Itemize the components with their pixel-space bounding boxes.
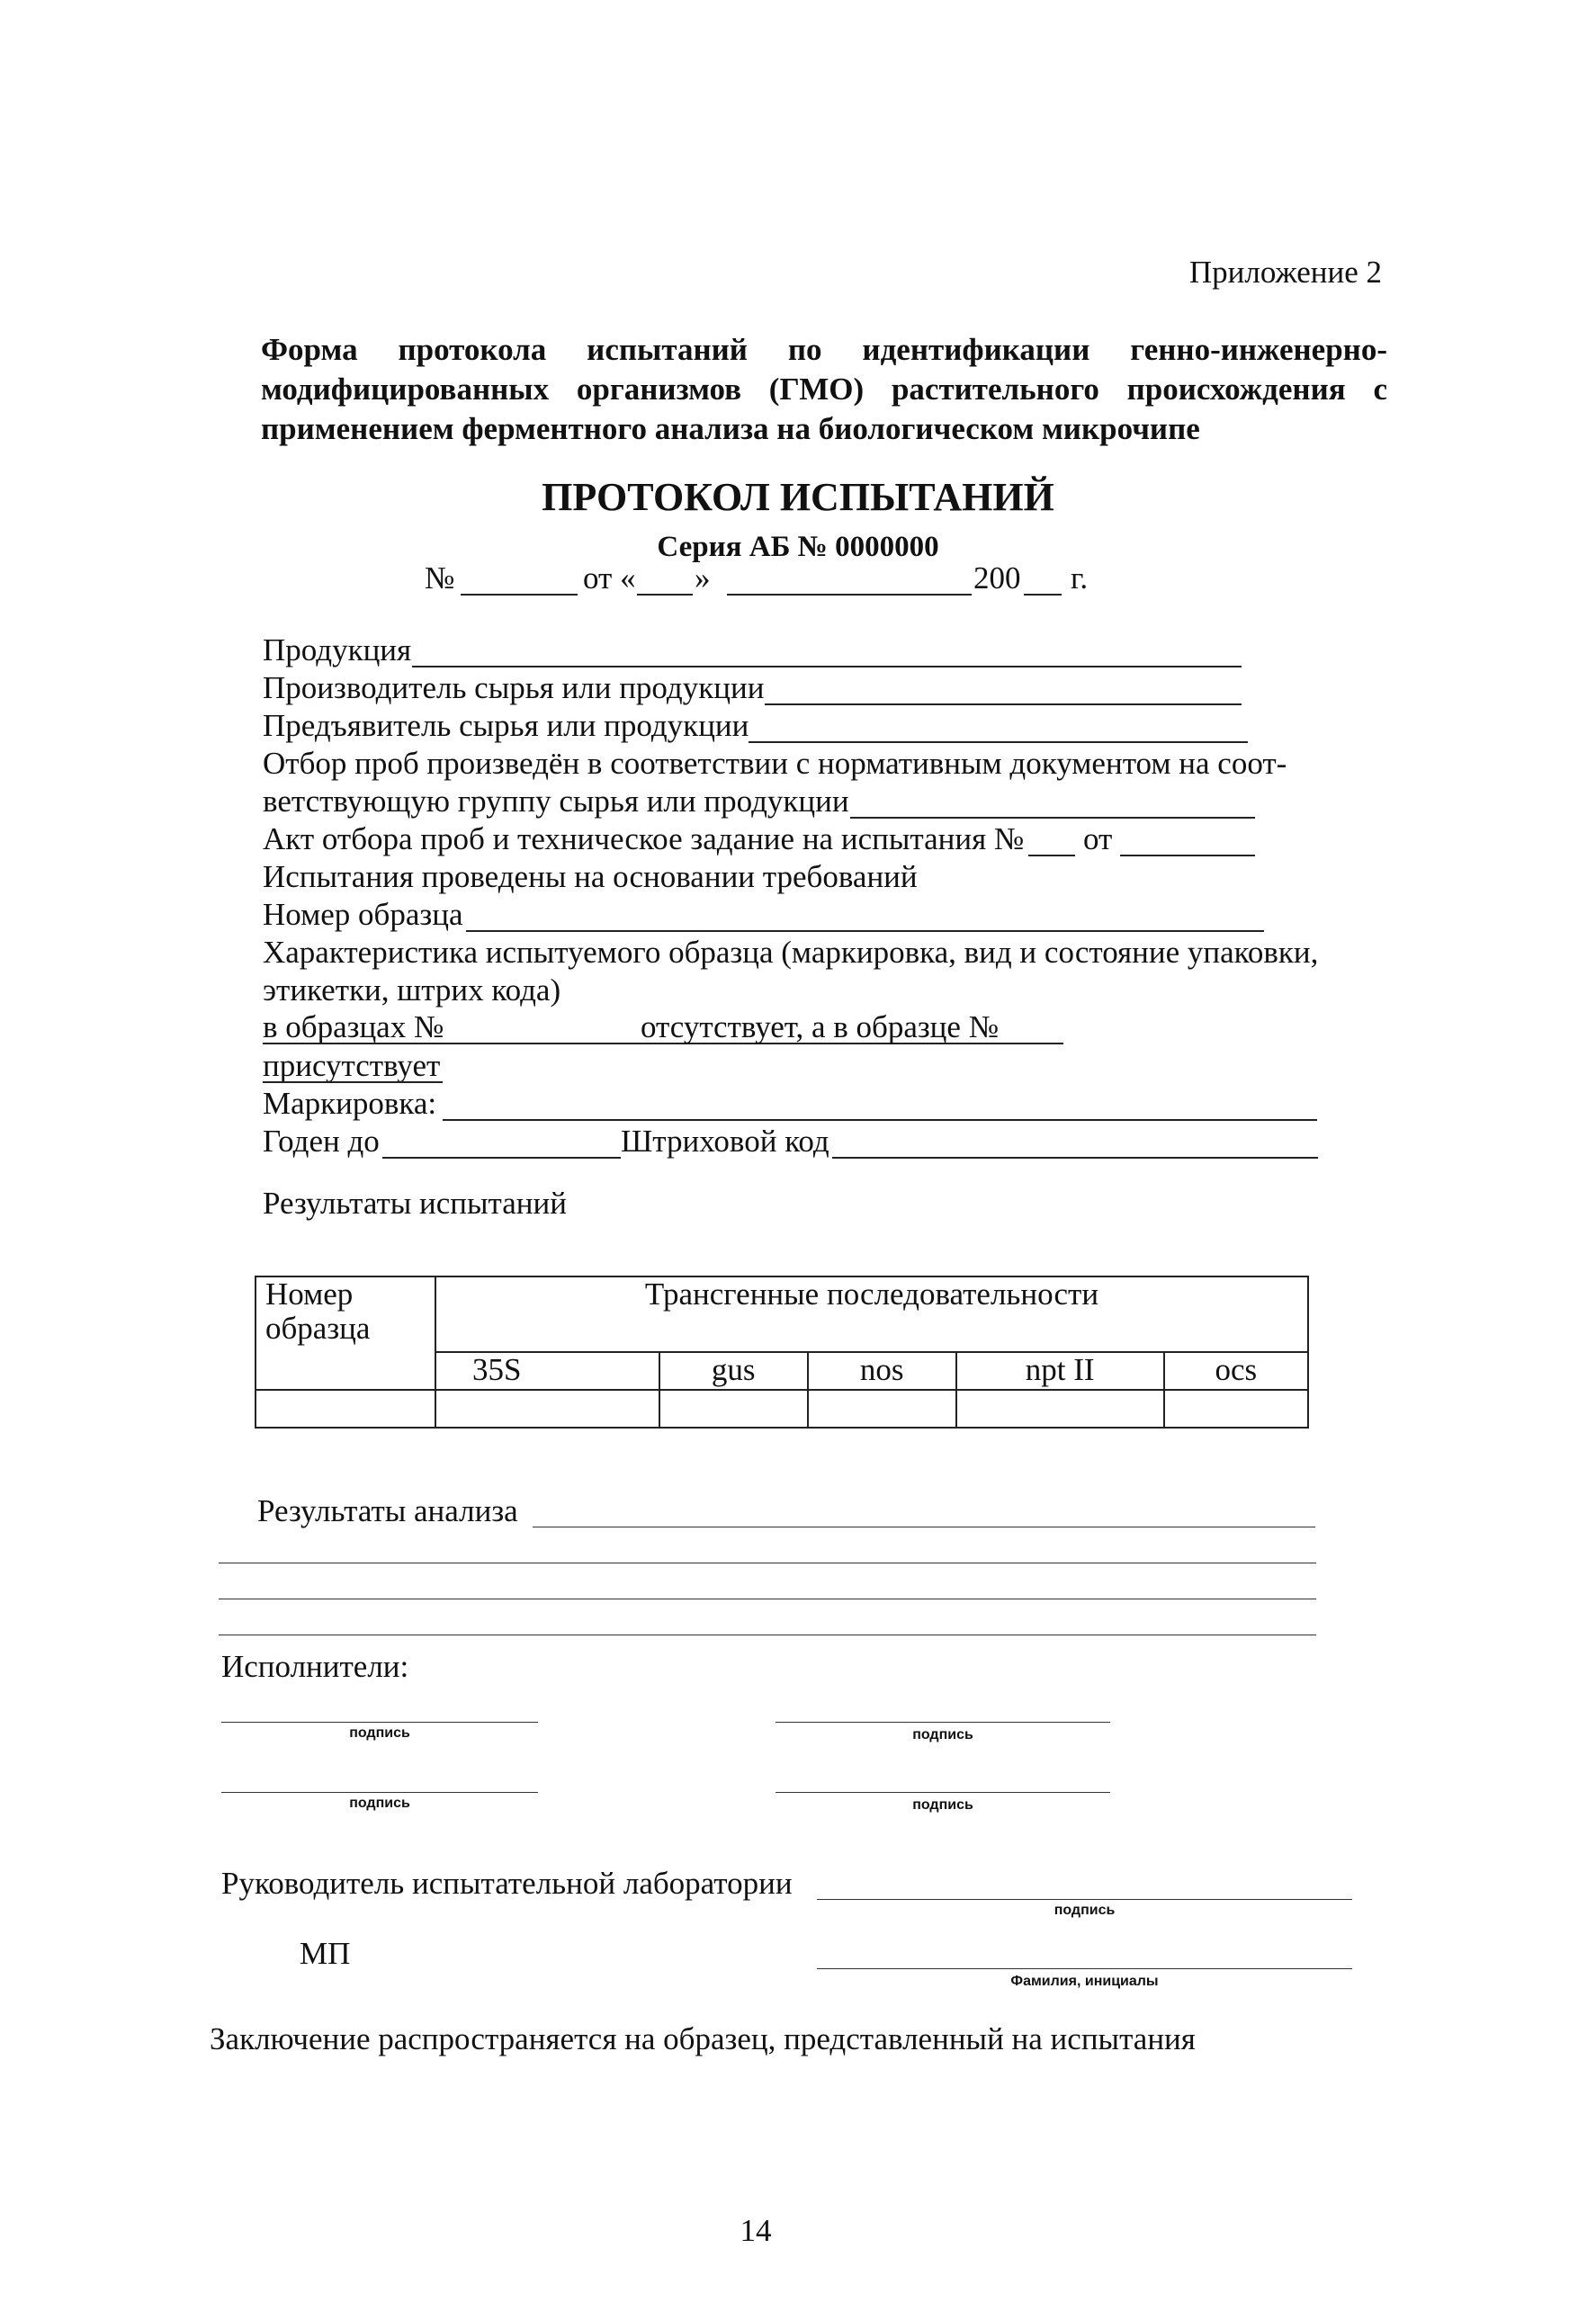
- table-cell[interactable]: [1164, 1390, 1308, 1428]
- appendix-label: Приложение 2: [1188, 255, 1382, 290]
- results-table: [255, 1276, 1309, 1429]
- name-initials-caption: Фамилия, инициалы: [1010, 1974, 1159, 1989]
- characteristic-text-line2: этикетки, штрих кода): [263, 972, 561, 1008]
- sample-number-field[interactable]: [466, 930, 1264, 932]
- signature-line[interactable]: [776, 1722, 1110, 1723]
- presenter-field[interactable]: [749, 741, 1248, 743]
- presenter-label: Предъявитель сырья или продукции: [263, 708, 749, 743]
- product-field[interactable]: [412, 666, 1242, 667]
- signature-line[interactable]: [221, 1792, 538, 1793]
- head-signature-line[interactable]: [817, 1899, 1352, 1900]
- form-title: Форма протокола испытаний по идентификации генно-инженерно-модифицированных организмов (ГМО) растительного происхождения с применением ферментного анализа на биологическом микрочипе: [261, 332, 1387, 446]
- signature-caption: подпись: [912, 1797, 973, 1813]
- valid-until-label: Годен до: [263, 1124, 380, 1159]
- table-cell[interactable]: [808, 1390, 956, 1428]
- table-cell[interactable]: [256, 1390, 435, 1428]
- sampling-field[interactable]: [850, 817, 1255, 819]
- column-header: ocs: [1164, 1352, 1308, 1390]
- sequences-header: Трансгенные последовательности: [435, 1276, 1308, 1352]
- sample-number-header: Номер образца: [256, 1276, 435, 1390]
- column-header: npt II: [956, 1352, 1164, 1390]
- signature-caption: подпись: [912, 1727, 973, 1742]
- protocol-number-field[interactable]: [461, 594, 578, 596]
- protocol-day-field[interactable]: [637, 594, 693, 596]
- protocol-year-field[interactable]: [1024, 594, 1062, 596]
- signature-line[interactable]: [776, 1792, 1110, 1793]
- protocol-date-from: от «: [583, 560, 636, 596]
- table-cell[interactable]: [956, 1390, 1164, 1428]
- manufacturer-field[interactable]: [765, 703, 1242, 705]
- barcode-field[interactable]: [832, 1157, 1318, 1159]
- signature-line[interactable]: [221, 1722, 538, 1723]
- protocol-date-close: »: [695, 560, 711, 596]
- sampling-text-line2: ветствующую группу сырья или продукции: [263, 784, 849, 819]
- manufacturer-label: Производитель сырья или продукции: [263, 670, 765, 705]
- name-initials-line[interactable]: [817, 1968, 1352, 1969]
- column-header: 35S: [435, 1352, 659, 1390]
- protocol-title: ПРОТОКОЛ ИСПЫТАНИЙ: [542, 475, 1054, 519]
- characteristic-text-line1: Характеристика испытуемого образца (маркировка, вид и состояние упаковки,: [263, 935, 1319, 970]
- marking-label: Маркировка:: [263, 1086, 437, 1121]
- analysis-label: Результаты анализа: [257, 1493, 518, 1528]
- valid-until-field[interactable]: [382, 1157, 621, 1159]
- stamp-label: МП: [300, 1936, 351, 1971]
- act-label: Акт отбора проб и техническое задание на испытания №: [263, 821, 1025, 856]
- protocol-series: Серия АБ № 0000000: [657, 531, 939, 563]
- sampling-text-line1: Отбор проб произведён в соответствии с нормативным документом на соот-: [263, 746, 1287, 781]
- protocol-year: 200: [973, 560, 1021, 596]
- table-row: [256, 1390, 1308, 1428]
- in-samples-label: в образцах №: [263, 1009, 444, 1044]
- act-from-label: от: [1083, 821, 1113, 856]
- results-heading: Результаты испытаний: [263, 1186, 567, 1221]
- requirements-label: Испытания проведены на основании требований: [263, 859, 918, 894]
- protocol-number-sign: №: [425, 560, 455, 596]
- barcode-label: Штриховой код: [621, 1124, 829, 1159]
- absent-label: отсутствует, а в образце №: [641, 1009, 1000, 1044]
- present-label: присутствует: [263, 1048, 441, 1083]
- act-date-field[interactable]: [1120, 855, 1255, 856]
- table-cell[interactable]: [435, 1390, 659, 1428]
- head-of-lab-label: Руководитель испытательной лаборатории: [221, 1866, 793, 1901]
- sample-number-label: Номер образца: [263, 897, 463, 932]
- act-number-field[interactable]: [1028, 855, 1075, 856]
- product-label: Продукция: [263, 632, 412, 667]
- column-header: gus: [659, 1352, 808, 1390]
- performers-label: Исполнители:: [221, 1649, 409, 1684]
- signature-caption: подпись: [349, 1796, 410, 1811]
- page-number: 14: [740, 2213, 772, 2248]
- signature-caption: подпись: [349, 1725, 410, 1741]
- protocol-year-suffix: г.: [1071, 560, 1089, 596]
- conclusion-text: Заключение распространяется на образец, представленный на испытания: [210, 2021, 1196, 2056]
- signature-caption: подпись: [1054, 1903, 1116, 1918]
- protocol-month-field[interactable]: [727, 594, 972, 596]
- present-underline: [263, 1081, 443, 1083]
- marking-field[interactable]: [443, 1119, 1317, 1121]
- column-header: nos: [808, 1352, 956, 1390]
- table-cell[interactable]: [659, 1390, 808, 1428]
